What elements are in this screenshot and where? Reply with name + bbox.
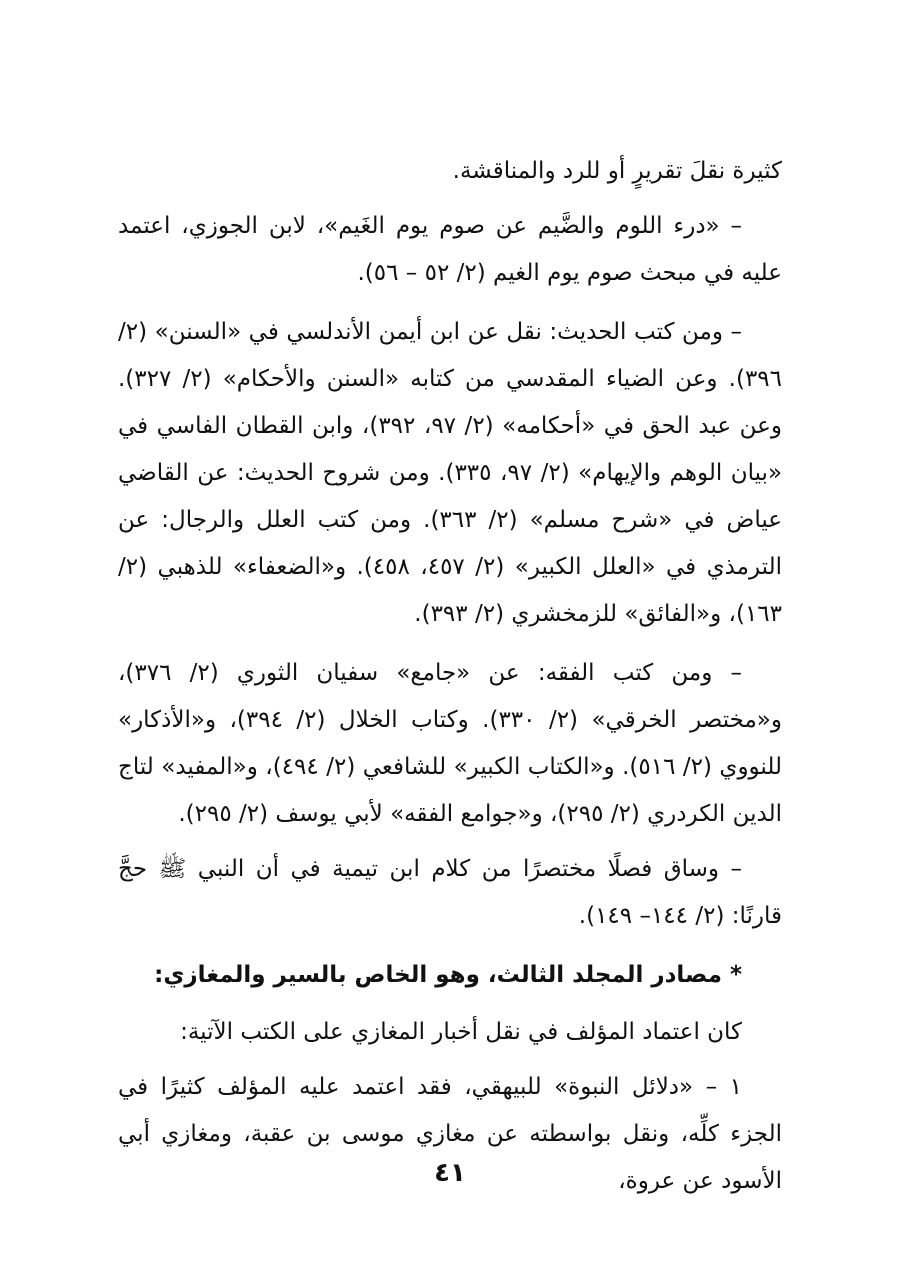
list-item: ١ – «دلائل النبوة» للبيهقي، فقد اعتمد عليه المؤلف كثيرًا في الجزء كلِّه، ونقل بواسطته عن مغازي موسى بن عقبة، ومغازي أبي الأسود عن عروة، bbox=[118, 1074, 782, 1194]
section-heading: * مصادر المجلد الثالث، وهو الخاص بالسير والمغازي: bbox=[154, 962, 742, 988]
paragraph-hadith-books: – ومن كتب الحديث: نقل عن ابن أيمن الأندلسي في «السنن» (٢/ ٣٩٦). وعن الضياء المقدسي من كتابه «السنن والأحكام» (٢/ ٣٢٧). وعن عبد الحق في «أحكامه» (٢/ ٩٧، ٣٩٢)، وابن القطان الفاسي في «بيان الوهم والإيهام» (٢/ ٩٧، ٣٣٥). ومن شروح الحديث: عن القاضي عياض في «شرح مسلم» (٢/ ٣٦٣). ومن كتب العلل والرجال: عن الترمذي في «العلل الكبير» (٢/ ٤٥٧، ٤٥٨). و«الضعفاء» للذهبي (٢/ ١٦٣)، و«الفائق» للزمخشري (٢/ ٣٩٣). bbox=[118, 319, 783, 627]
page-number: ٤١ bbox=[434, 1158, 466, 1188]
page-body bbox=[118, 148, 782, 1217]
paragraph-ibn-al-jawzi: – «درء اللوم والضَّيم عن صوم يوم الغَيم»، لابن الجوزي، اعتمد عليه في مبحث صوم يوم الغيم (٢/ ٥٢ – ٥٦). bbox=[118, 213, 782, 286]
paragraph-fiqh-books: – ومن كتب الفقه: عن «جامع» سفيان الثوري (٢/ ٣٧٦)، و«مختصر الخرقي» (٢/ ٣٣٠). وكتاب الخلال (٢/ ٣٩٤)، و«الأذكار» للنووي (٢/ ٥١٦). و«الكتاب الكبير» للشافعي (٢/ ٤٩٤)، و«المفيد» لتاج الدين الكردري (٢/ ٢٩٥)، و«جوامع الفقه» لأبي يوسف (٢/ ٢٩٥). bbox=[118, 660, 782, 827]
paragraph-continuation: كثيرة نقلَ تقريرٍ أو للرد والمناقشة. bbox=[452, 158, 782, 184]
paragraph-ibn-taymiyya: – وساق فصلًا مختصرًا من كلام ابن تيمية في أن النبي ﷺ حجَّ قارنًا: (٢/ ١٤٤– ١٤٩). bbox=[118, 856, 782, 929]
paragraph-intro: كان اعتماد المؤلف في نقل أخبار المغازي على الكتب الآتية: bbox=[180, 1019, 742, 1045]
